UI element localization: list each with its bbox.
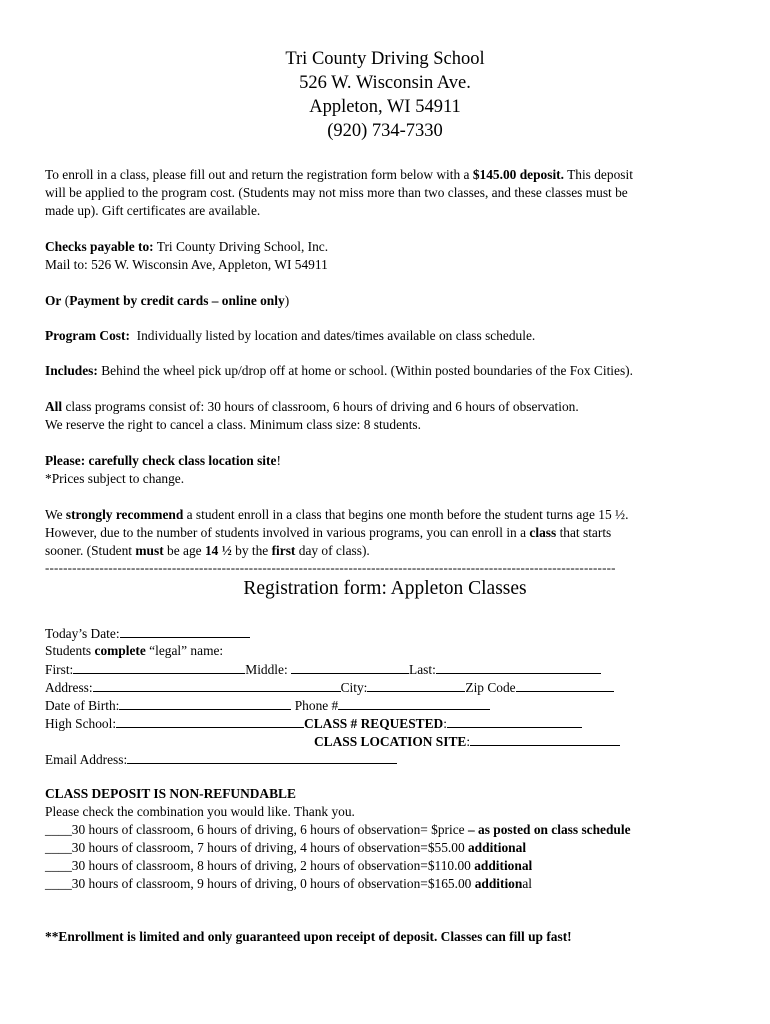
please-label: Please: carefully check class location site [45, 453, 277, 468]
all-label: All [45, 399, 63, 414]
first-label: First: [45, 662, 74, 677]
school-phone: (920) 734-7330 [327, 121, 443, 141]
rec-text-a: We [45, 507, 63, 522]
todays-date-label: Today’s Date: [45, 626, 120, 641]
email-row [45, 750, 397, 769]
intro-line-2: will be applied to the program cost. (Students may not miss more than two classes, and these classes must be [45, 185, 628, 200]
rec-first: first [271, 543, 296, 558]
option-checkbox[interactable]: ____ [45, 840, 72, 855]
email-label: Email Address: [45, 752, 128, 767]
rec-l3c: be age [167, 543, 202, 558]
name-row [45, 660, 601, 679]
payment-section [45, 292, 725, 310]
deposit-instructions: Please check the combination you would like. Thank you. [45, 804, 355, 819]
divider-line: ------------------------------------------------------------------------------------------------------------------------------ [45, 560, 616, 575]
intro-text-2: This deposit [567, 167, 633, 182]
zip-label: Zip Code [465, 680, 516, 695]
option-bold: addition [471, 876, 523, 891]
please-section [45, 452, 725, 488]
rec-age: 14 ½ [204, 543, 232, 558]
option-tail: al [522, 876, 532, 891]
option-text: 30 hours of classroom, 8 hours of driving, 2 hours of observation=$110.00 [71, 858, 471, 873]
option-checkbox[interactable]: ____ [45, 822, 72, 837]
rec-class: class [529, 525, 557, 540]
intro-paragraph [45, 166, 725, 220]
deposit-amount: $145.00 deposit. [472, 167, 564, 182]
recommend-section [45, 506, 725, 560]
checks-value: Tri County Driving School, Inc. [156, 239, 329, 254]
rec-l3a: sooner. (Student [45, 543, 133, 558]
city-label: City: [340, 680, 368, 695]
paren-close: ) [284, 293, 290, 308]
footer-note [45, 928, 745, 946]
rec-must: must [135, 543, 164, 558]
strongly-recommend: strongly recommend [65, 507, 184, 522]
middle-name-field[interactable] [291, 660, 409, 674]
students-label-c: “legal” name: [149, 643, 224, 658]
payment-text: Payment by credit cards – online only [69, 293, 285, 308]
option-bold: – as posted on class schedule [464, 822, 631, 837]
checks-label: Checks payable to: [45, 239, 154, 254]
option-bold: additional [464, 840, 527, 855]
checks-section [45, 238, 725, 274]
students-name-row [45, 642, 223, 660]
rec-l3e: by the [235, 543, 269, 558]
or-label: Or [45, 293, 62, 308]
rec-text-c: a student enroll in a class that begins one month before the student turns age 15 ½. [186, 507, 629, 522]
class-requested-label: CLASS # REQUESTED [304, 716, 444, 731]
option-text: 30 hours of classroom, 7 hours of driving, 4 hours of observation=$55.00 [71, 840, 465, 855]
middle-label: Middle: [245, 662, 288, 677]
dob-row [45, 696, 490, 715]
last-label: Last: [409, 662, 436, 677]
high-school-field[interactable] [116, 714, 304, 728]
last-name-field[interactable] [436, 660, 601, 674]
includes-label: Includes: [45, 363, 98, 378]
enrollment-note: **Enrollment is limited and only guaranteed upon receipt of deposit. Classes can fill up fast! [45, 929, 572, 944]
rec-l3g: day of class). [298, 543, 370, 558]
paren-open: ( [64, 293, 70, 308]
option-row[interactable] [45, 821, 745, 839]
phone-label: Phone # [294, 698, 339, 713]
intro-line-3: made up). Gift certificates are available. [45, 203, 261, 218]
class-requested-field[interactable] [447, 714, 582, 728]
rec-l2c: that starts [559, 525, 612, 540]
students-complete: complete [94, 643, 146, 658]
registration-title: Registration form: Appleton Classes [243, 578, 527, 599]
class-location-field[interactable] [470, 732, 620, 746]
school-city: Appleton, WI 54911 [309, 97, 461, 117]
program-cost-text: Individually listed by location and dates/times available on class schedule. [136, 328, 536, 343]
address-label: Address: [45, 680, 93, 695]
zip-field[interactable] [516, 678, 614, 692]
high-school-row [45, 714, 582, 733]
includes-text: Behind the wheel pick up/drop off at home or school. (Within posted boundaries of the Fox Cities). [101, 363, 633, 378]
dob-field[interactable] [119, 696, 291, 710]
school-header [0, 47, 770, 143]
option-row[interactable] [45, 839, 745, 857]
intro-text: To enroll in a class, please fill out and return the registration form below with a [45, 167, 470, 182]
students-label-a: Students [45, 643, 92, 658]
mail-to: Mail to: 526 W. Wisconsin Ave, Appleton, WI 54911 [45, 257, 328, 272]
includes-section [45, 362, 725, 380]
option-text: 30 hours of classroom, 9 hours of driving, 0 hours of observation=$165.00 [71, 876, 472, 891]
address-field[interactable] [93, 678, 341, 692]
phone-field[interactable] [338, 696, 490, 710]
todays-date-row [45, 624, 250, 643]
deposit-section [45, 785, 745, 893]
dob-label: Date of Birth: [45, 698, 120, 713]
high-school-label: High School: [45, 716, 117, 731]
program-cost [45, 327, 725, 345]
school-name: Tri County Driving School [285, 49, 485, 69]
class-req-colon: : [443, 716, 447, 731]
city-field[interactable] [367, 678, 465, 692]
class-location-label: CLASS LOCATION SITE [314, 734, 467, 749]
programs-text: class programs consist of: 30 hours of classroom, 6 hours of driving and 6 hours of observation. [65, 399, 579, 414]
option-text: 30 hours of classroom, 6 hours of driving, 6 hours of observation= $price [71, 822, 465, 837]
program-cost-label: Program Cost: [45, 328, 130, 343]
class-location-row [314, 732, 620, 751]
option-checkbox[interactable]: ____ [45, 876, 72, 891]
option-checkbox[interactable]: ____ [45, 858, 72, 873]
todays-date-field[interactable] [120, 624, 250, 638]
please-bang: ! [276, 453, 281, 468]
email-field[interactable] [127, 750, 397, 764]
address-row [45, 678, 614, 697]
option-row[interactable] [45, 857, 745, 875]
class-loc-colon: : [466, 734, 471, 749]
deposit-title: CLASS DEPOSIT IS NON-REFUNDABLE [45, 786, 296, 801]
option-row[interactable] [45, 875, 745, 893]
first-name-field[interactable] [73, 660, 245, 674]
prices-note: *Prices subject to change. [45, 471, 185, 486]
school-street: 526 W. Wisconsin Ave. [299, 73, 471, 93]
rec-l2a: However, due to the number of students involved in various programs, you can enroll in a [45, 525, 527, 540]
option-bold: additional [470, 858, 533, 873]
reserve-text: We reserve the right to cancel a class. Minimum class size: 8 students. [45, 417, 421, 432]
programs-section [45, 398, 725, 434]
